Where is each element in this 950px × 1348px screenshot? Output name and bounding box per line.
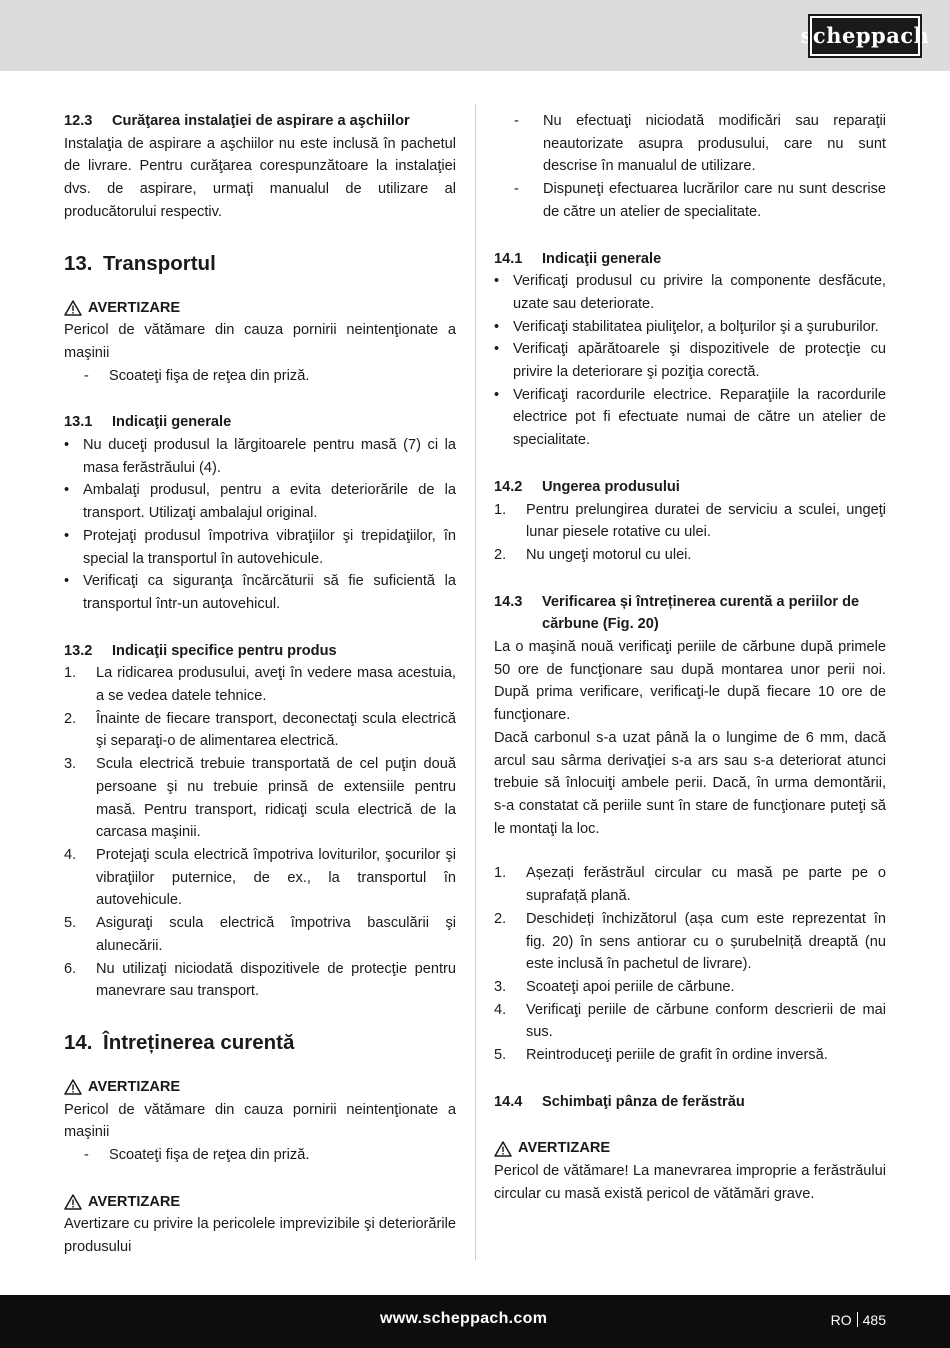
section-14-3-heading: 14.3 Verificarea și întreținerea curentă a periilor de cărbune (Fig. 20) xyxy=(494,593,860,633)
list-item: 3. Scoateţi apoi periile de cărbune. xyxy=(494,978,735,995)
section-12-3-heading: 12.3 Curăţarea instalaţiei de aspirare a aşchiilor xyxy=(64,113,410,129)
section-14-2-heading: 14.2 Ungerea produsului xyxy=(494,478,680,495)
list-item: 2. Deschideți închizătorul (așa cum este reprezentat în fig. 20) în sens antiorar cu o șurubelniță dreaptă (nu este inclusă în pachetul de livrare). xyxy=(494,910,886,973)
list-item: • Protejaţi produsul împotriva vibraţiilor şi trepidaţiilor, în special la transportul în autovehicule. xyxy=(64,527,456,567)
warning-text: Pericol de vătămare din cauza pornirii neintenţionate a maşinii xyxy=(64,322,456,361)
warning-heading: AVERTIZARE xyxy=(64,1191,456,1214)
column-divider xyxy=(475,104,476,1260)
warning-text: Avertizare cu privire la pericolele imprevizibile şi deteriorările produsului xyxy=(64,1216,456,1256)
list-item: 1. Pentru prelungirea duratei de serviciu a sculei, ungeţi lunar piesele rotative cu ulei. xyxy=(494,501,886,541)
section-13-1-heading: 13.1 Indicaţii generale xyxy=(64,414,232,431)
warning-heading: AVERTIZARE xyxy=(494,1137,886,1160)
warning-heading: AVERTIZARE xyxy=(64,1076,456,1099)
list-item: 4. Protejaţi scula electrică împotriva loviturilor, şocurilor şi vibraţiilor puternice, de ex., la transportul în autovehicule. xyxy=(64,846,456,909)
footer-bar xyxy=(0,1295,950,1348)
list-item: • Verificaţi ca siguranţa încărcăturii să fie suficientă la transportul într-un autovehicul. xyxy=(64,573,456,612)
list-item: 2. Înainte de fiecare transport, deconectaţi scula electrică şi separaţi-o de alimentarea electrică. xyxy=(64,710,456,750)
section-13-2-heading: 13.2 Indicaţii specifice pentru produs xyxy=(64,642,337,659)
list-item: • Nu duceţi produsul la lărgitoarele pentru masă (7) ci la masa ferăstrăului (4). xyxy=(64,437,456,476)
list-item: 2. Nu ungeţi motorul cu ulei. xyxy=(494,546,692,563)
list-item: 4. Verificaţi periile de cărbune conform descrierii de mai sus. xyxy=(494,1001,886,1041)
list-item: 1. Așezați ferăstrăul circular cu masă pe parte pe o suprafață plană. xyxy=(494,865,886,905)
warning-triangle-icon xyxy=(64,300,82,316)
header-bar xyxy=(0,0,950,71)
section-14-4-heading: 14.4 Schimbaţi pânza de ferăstrău xyxy=(494,1093,745,1110)
warning-triangle-icon xyxy=(494,1141,512,1157)
section-14-3-paragraph: La o maşină nouă verificaţi periile de cărbune după primele 50 ore de funcţionare sau după montarea unor perii noi. După prima verificare, verificaţi-le după fiecare 10 ore de funcţionare. xyxy=(494,639,886,724)
list-item: - Nu efectuaţi niciodată modificări sau reparaţii neautorizate asupra produsului, care nu sunt descrise în manualul de utilizare. xyxy=(514,113,886,175)
website-link[interactable]: www.scheppach.com xyxy=(380,1310,548,1327)
list-item: 6. Nu utilizaţi niciodată dispozitivele de protecţie pentru manevrare sau transport. xyxy=(64,960,456,1000)
scheppach-logo: scheppach xyxy=(810,16,920,56)
list-item: • Verificaţi apărătoarele şi dispozitivele de protecţie cu privire la deteriorare şi poziţia corectă. xyxy=(494,341,886,381)
list-item: 1. La ridicarea produsului, aveţi în vedere masa acestuia, a se vedea datele tehnice. xyxy=(64,665,456,705)
section-14-1-heading: 14.1 Indicaţii generale xyxy=(494,250,662,267)
warning-heading: AVERTIZARE xyxy=(64,297,456,320)
separator xyxy=(857,1312,858,1327)
list-item: 5. Asiguraţi scula electrică împotriva basculării şi alunecării. xyxy=(64,915,456,954)
warning-text: Pericol de vătămare din cauza pornirii neintenţionate a maşinii xyxy=(64,1101,456,1141)
list-item: - Scoateţi fişa de reţea din priză. xyxy=(84,1147,310,1164)
warning-text: Pericol de vătămare! La manevrarea improprie a ferăstrăului circular cu masă există pericol de vătămări grave. xyxy=(494,1163,886,1202)
section-14-heading: 14. Întreținerea curentă xyxy=(64,1030,295,1054)
list-item: • Verificaţi stabilitatea piuliţelor, a bolţurilor şi a şuruburilor. xyxy=(494,318,879,335)
section-12-3-body: Instalaţia de aspirare a aşchiilor nu este inclusă în pachetul de livrare. Pentru curăţarea corespunzătoare la instalaţiei dvs. de aspirare, urmaţi manualul de utilizare al producătorului respectiv. xyxy=(64,135,456,220)
right-column xyxy=(494,110,886,1206)
warning-triangle-icon xyxy=(64,1194,82,1210)
list-item: 5. Reintroduceţi periile de grafit în ordine inversă. xyxy=(494,1047,828,1064)
page-number: RO 485 xyxy=(830,1312,886,1328)
list-item: - Dispuneţi efectuarea lucrărilor care nu sunt descrise de către un atelier de specialitate. xyxy=(514,181,886,220)
list-item: • Verificaţi racordurile electrice. Reparaţiile la racordurile electrice pot fi efectuate numai de către un atelier de specialitate. xyxy=(494,386,886,449)
warning-triangle-icon xyxy=(64,1079,82,1095)
section-14-3-paragraph: Dacă carbonul s-a uzat până la o lungime de 6 mm, dacă arcul sau sârma derivaţiei s-a ars sau s-a deteriorat atunci trebuie să înlocuiţi ambele perii. Dacă, în urma demontării, s-a constatat că periile sunt în stare de funcţionare puteţi să le montaţi la loc. xyxy=(494,729,886,837)
left-column xyxy=(64,110,456,1259)
list-item: • Ambalaţi produsul, pentru a evita deteriorările de la transport. Utilizaţi ambalajul original. xyxy=(64,482,456,522)
list-item: 3. Scula electrică trebuie transportată de cel puţin două persoane şi nu trebuie prinsă de extensiile pentru masă. Pentru transport, ridicaţi scula electrică de la carcasa maşinii. xyxy=(64,756,456,841)
list-item: • Verificaţi produsul cu privire la componente desfăcute, uzate sau deteriorate. xyxy=(494,273,886,312)
section-13-heading: 13. Transportul xyxy=(64,251,216,275)
list-item: - Scoateţi fişa de reţea din priză. xyxy=(84,367,310,384)
